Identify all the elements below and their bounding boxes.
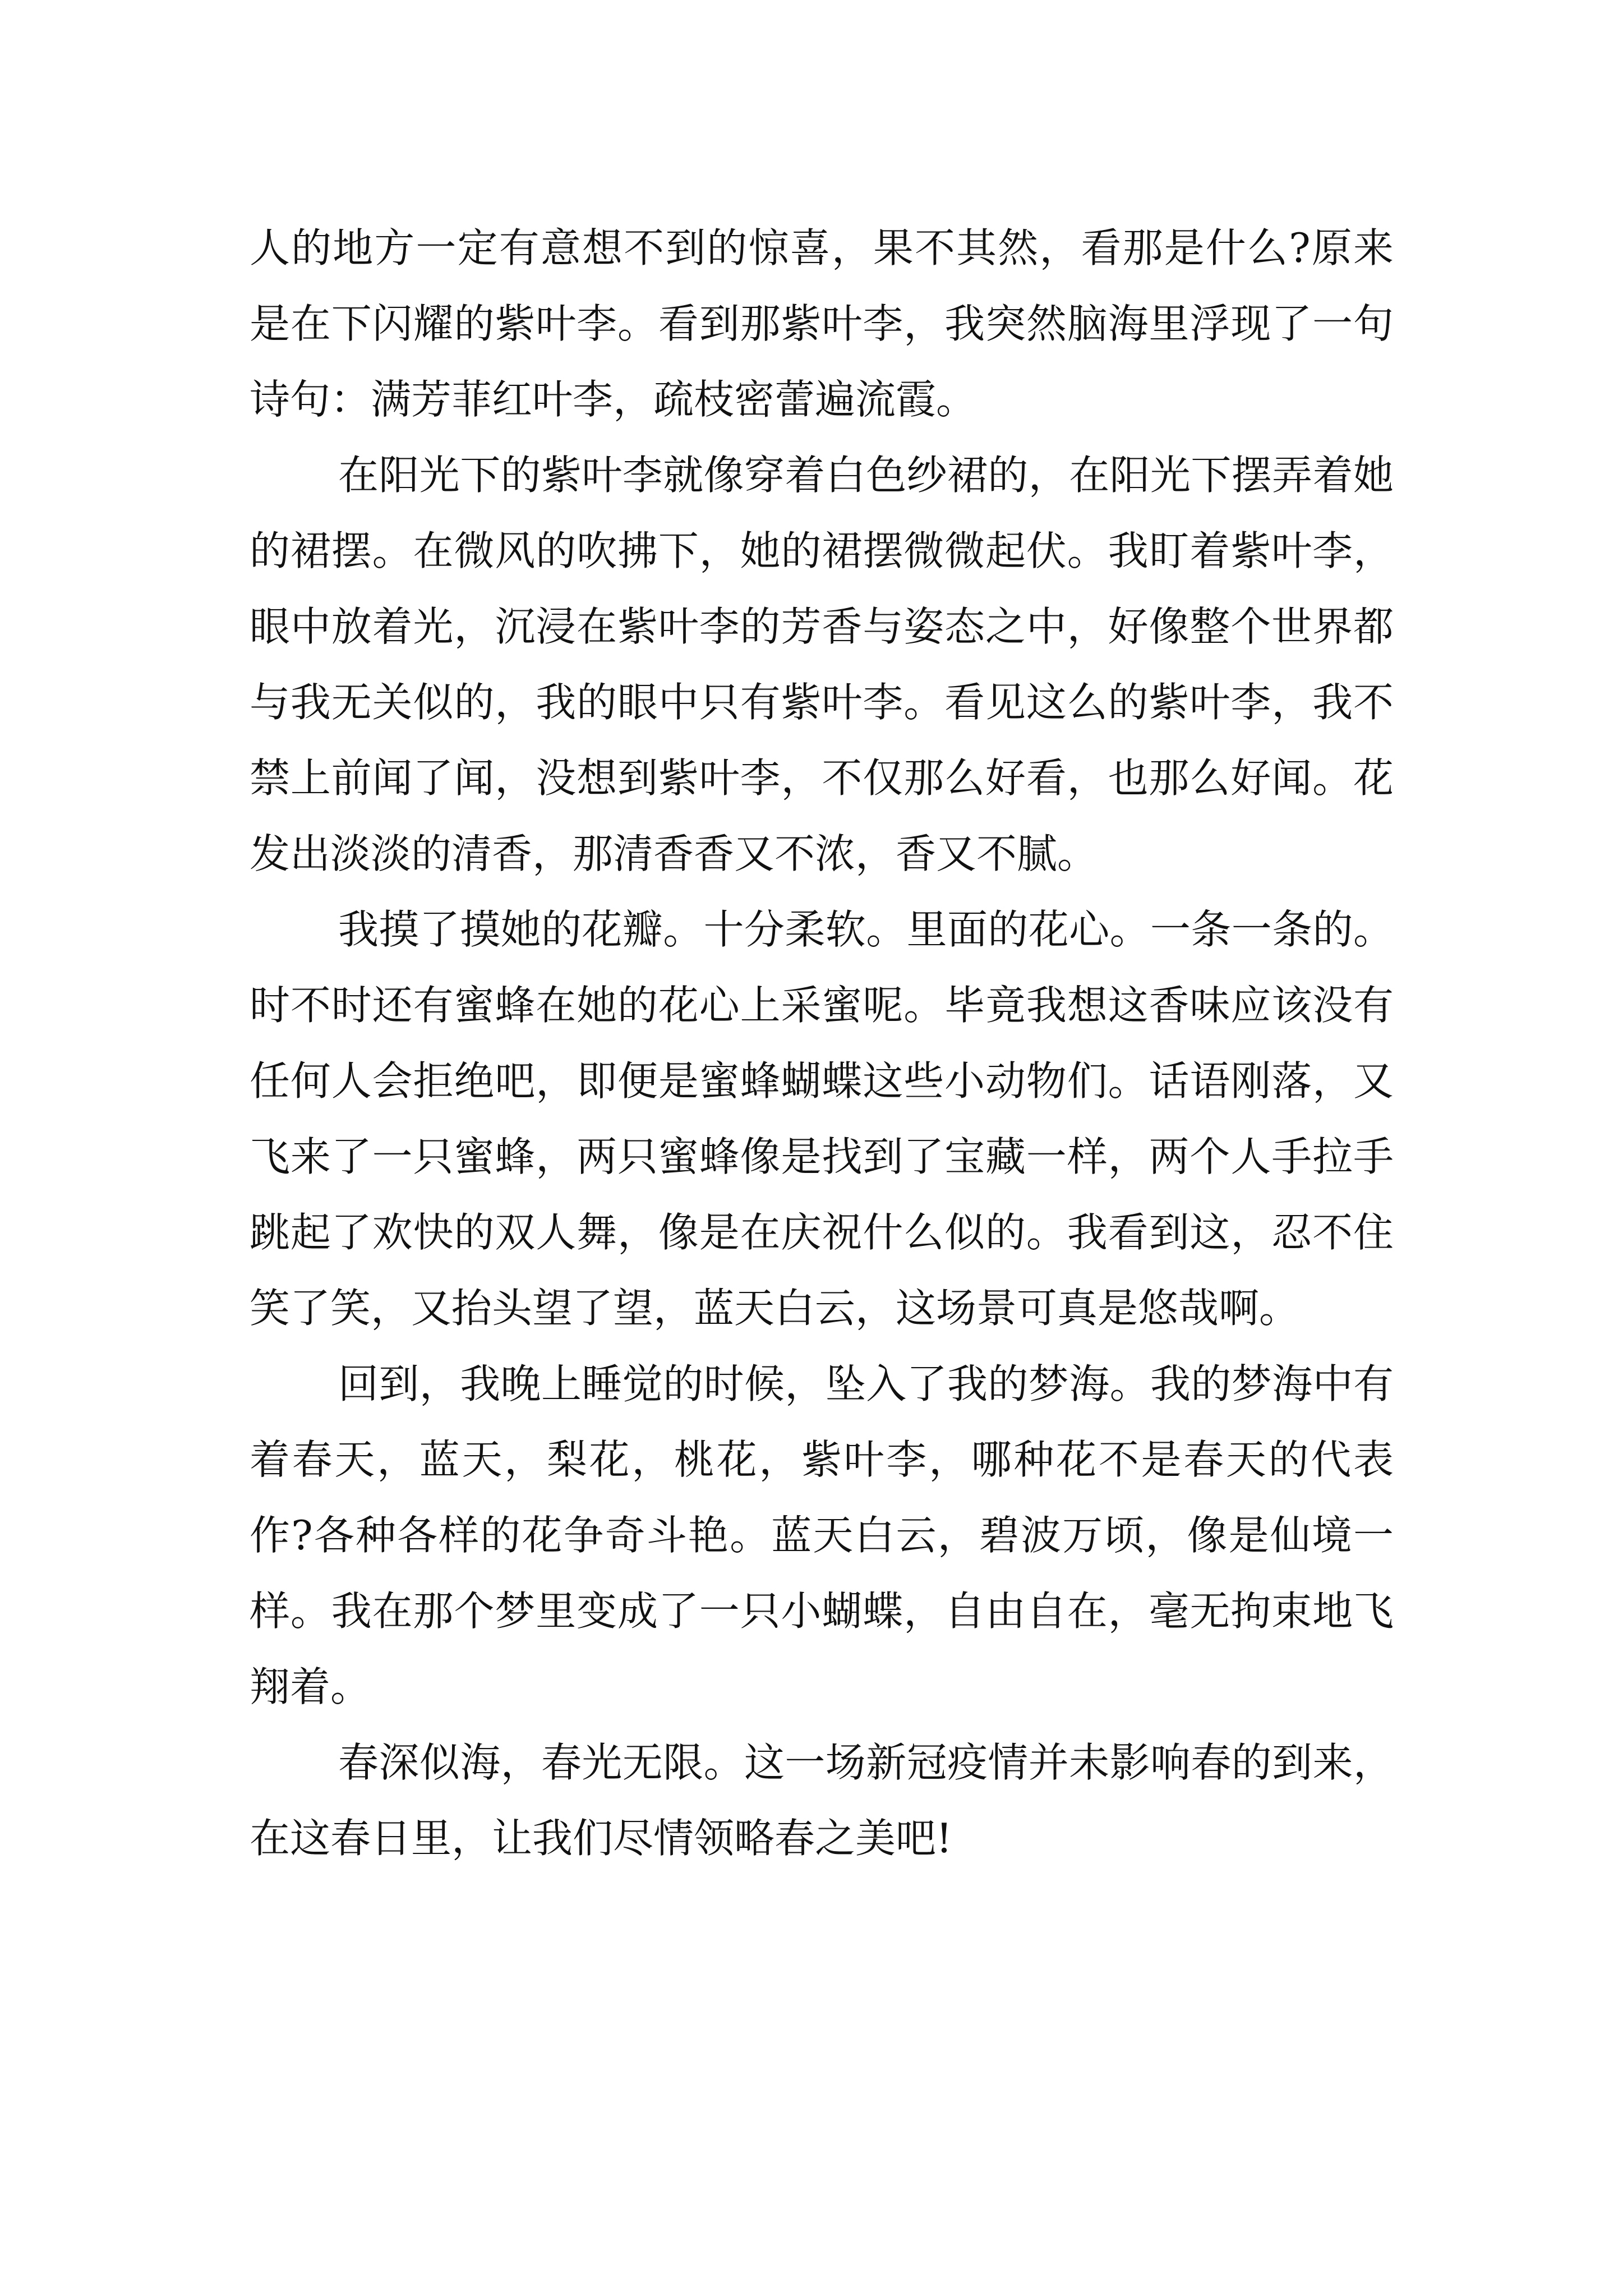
document-body: [250, 210, 1394, 1876]
paragraph: 在阳光下的紫叶李就像穿着白色纱裙的，在阳光下摆弄着她的裙摆。在微风的吹拂下，她的裙摆微微起伏。我盯着紫叶李，眼中放着光，沉浸在紫叶李的芳香与姿态之中，好像整个世界都与我无关似的，我的眼中只有紫叶李。看见这么的紫叶李，我不禁上前闻了闻，没想到紫叶李，不仅那么好看，也那么好闻。花发出淡淡的清香，那清香香又不浓，香又不腻。: [250, 452, 1394, 877]
paragraph-continued: 人的地方一定有意想不到的惊喜，果不其然，看那是什么?原来是在下闪耀的紫叶李。看到那紫叶李，我突然脑海里浮现了一句诗句：满芳菲红叶李，疏枝密蕾遍流霞。: [250, 224, 1394, 423]
paragraph: 我摸了摸她的花瓣。十分柔软。里面的花心。一条一条的。时不时还有蜜蜂在她的花心上采蜜呢。毕竟我想这香味应该没有任何人会拒绝吧，即便是蜜蜂蝴蝶这些小动物们。话语刚落，又飞来了一只蜜蜂，两只蜜蜂像是找到了宝藏一样，两个人手拉手跳起了欢快的双人舞，像是在庆祝什么似的。我看到这，忍不住笑了笑，又抬头望了望，蓝天白云，这场景可真是悠哉啊。: [250, 906, 1394, 1332]
paragraph: 回到，我晚上睡觉的时候，坠入了我的梦海。我的梦海中有着春天，蓝天，梨花，桃花，紫叶李，哪种花不是春天的代表作?各种各样的花争奇斗艳。蓝天白云，碧波万顷，像是仙境一样。我在那个梦里变成了一只小蝴蝶，自由自在，毫无拘束地飞翔着。: [250, 1360, 1394, 1710]
paragraph: 春深似海，春光无限。这一场新冠疫情并未影响春的到来，在这春日里，让我们尽情领略春之美吧!: [250, 1739, 1394, 1862]
